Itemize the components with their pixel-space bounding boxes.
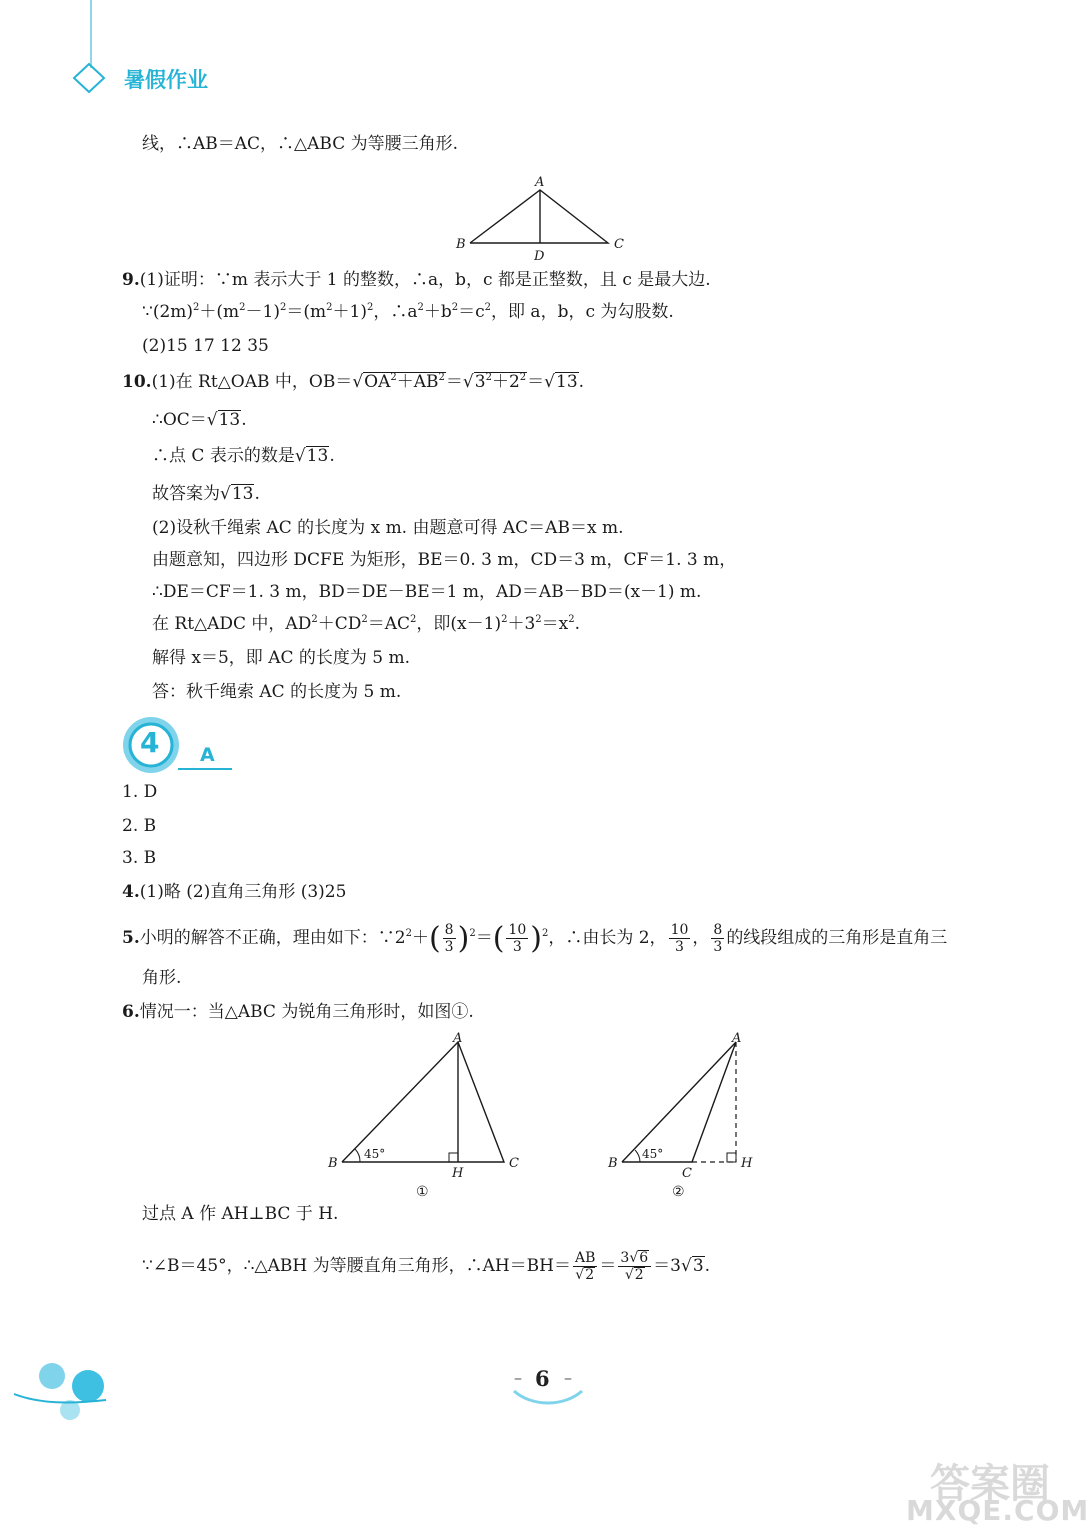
- fig2-right-label-c: C: [682, 1166, 692, 1181]
- q10-line1: 10.(1)在 Rt△OAB 中，$OB=√OA^2+AB^2=√3^2+2^2=√13$.: [122, 372, 585, 392]
- watermark-url: MXQE.COM: [906, 1494, 1090, 1527]
- figure-obtuse-triangle: [600, 1032, 780, 1202]
- fig2-left-label-a: A: [453, 1032, 463, 1046]
- fig2-right-label-h: H: [741, 1156, 753, 1171]
- q9-line2: $\because(2m)^2+(m^2-1)^2=(m^2+1)^2$，$\therefore a^2+b^2=c^2$，即 a，b，c 为勾股数.: [142, 302, 674, 322]
- q10-line4: 故答案为√13.: [152, 484, 260, 504]
- footer-bubbles-icon: [10, 1360, 110, 1430]
- fig1-label-b: B: [456, 237, 466, 252]
- answer-4: 4.(1)略 (2)直角三角形 (3)25: [122, 882, 347, 902]
- fig2-left-caption: ①: [416, 1184, 429, 1200]
- answer-5: 5.小明的解答不正确，理由如下：$\because 2^2+$( $\frac{8}{3}$ )$^2$＝( $\frac{10}{3}$ )$^2$，∴由长为 2， $\frac{10}{3}$ ， $\frac{8}{3}$ 的线段组成的三角形是直角三: [122, 921, 948, 956]
- q10-line9: 解得 x＝5，即 AC 的长度为 5 m.: [152, 648, 411, 668]
- q9-number: 9.: [122, 270, 140, 290]
- fig2-right-label-a: A: [732, 1032, 742, 1046]
- page-number-right-dash: –: [564, 1368, 572, 1387]
- q8-conclusion: 线，∴AB＝AC，∴△ABC 为等腰三角形.: [142, 134, 459, 154]
- answer-2: 2. B: [122, 816, 157, 836]
- header-vertical-line: [90, 0, 92, 68]
- answer-6: 6.情况一：当△ABC 为锐角三角形时，如图①.: [122, 1002, 474, 1022]
- section-number: 4: [140, 726, 160, 759]
- answer-5-cont: 角形.: [142, 968, 182, 988]
- q10-line3: ∴点 C 表示的数是√13.: [152, 446, 335, 466]
- q10-line2: ∴OC＝√13.: [152, 410, 247, 430]
- q10-line7: ∴DE＝CF＝1. 3 m，BD＝DE－BE＝1 m，AD＝AB－BD＝(x－1) m.: [152, 582, 702, 602]
- q9-line1: 9.(1)证明：∵m 表示大于 1 的整数，∴a，b，c 都是正整数，且 c 是最大边.: [122, 270, 711, 290]
- q6-line2: ∵∠B＝45°，∴△ABH 为等腰直角三角形，∴AH＝BH＝ $\frac{AB}{√2}$ ＝ $\frac{3√6}{√2}$ ＝3√3.: [142, 1250, 711, 1283]
- fig1-label-d: D: [534, 249, 545, 264]
- q10-line10: 答：秋千绳索 AC 的长度为 5 m.: [152, 682, 402, 702]
- q6-line1: 过点 A 作 AH⊥BC 于 H.: [142, 1204, 339, 1224]
- fig1-label-a: A: [535, 175, 545, 190]
- q10-line8: 在 Rt△ADC 中，$AD^2+CD^2=AC^2$，即$(x-1)^2+3^2=x^2$.: [152, 614, 581, 634]
- section-label-a: A: [200, 744, 215, 766]
- fig2-left-angle: 45°: [364, 1147, 386, 1161]
- header-title: 暑假作业: [124, 68, 208, 92]
- page-number-left-dash: –: [514, 1368, 522, 1387]
- q10-line6: 由题意知，四边形 DCFE 为矩形，BE＝0. 3 m，CD＝3 m，CF＝1. 3 m，: [152, 550, 737, 570]
- figure-isosceles-triangle: [450, 170, 640, 265]
- answer-3: 3. B: [122, 848, 157, 868]
- page-number: 6: [535, 1366, 550, 1391]
- fig1-label-c: C: [614, 237, 624, 252]
- fig2-left-label-c: C: [509, 1156, 519, 1171]
- watermark-logo: 答案圈: [930, 1461, 1050, 1507]
- figure-acute-triangle: [320, 1032, 540, 1202]
- diamond-icon: [72, 62, 106, 94]
- fig2-right-label-b: B: [608, 1156, 618, 1171]
- section-underline: [178, 768, 232, 770]
- fig2-left-label-b: B: [328, 1156, 338, 1171]
- q9-line3: (2)15 17 12 35: [142, 336, 269, 356]
- answer-1: 1. D: [122, 782, 158, 802]
- q10-line5: (2)设秋千绳索 AC 的长度为 x m. 由题意可得 AC＝AB＝x m.: [152, 518, 624, 538]
- fig2-left-label-h: H: [452, 1166, 464, 1181]
- fig2-right-caption: ②: [672, 1184, 685, 1200]
- fig2-right-angle: 45°: [642, 1147, 664, 1161]
